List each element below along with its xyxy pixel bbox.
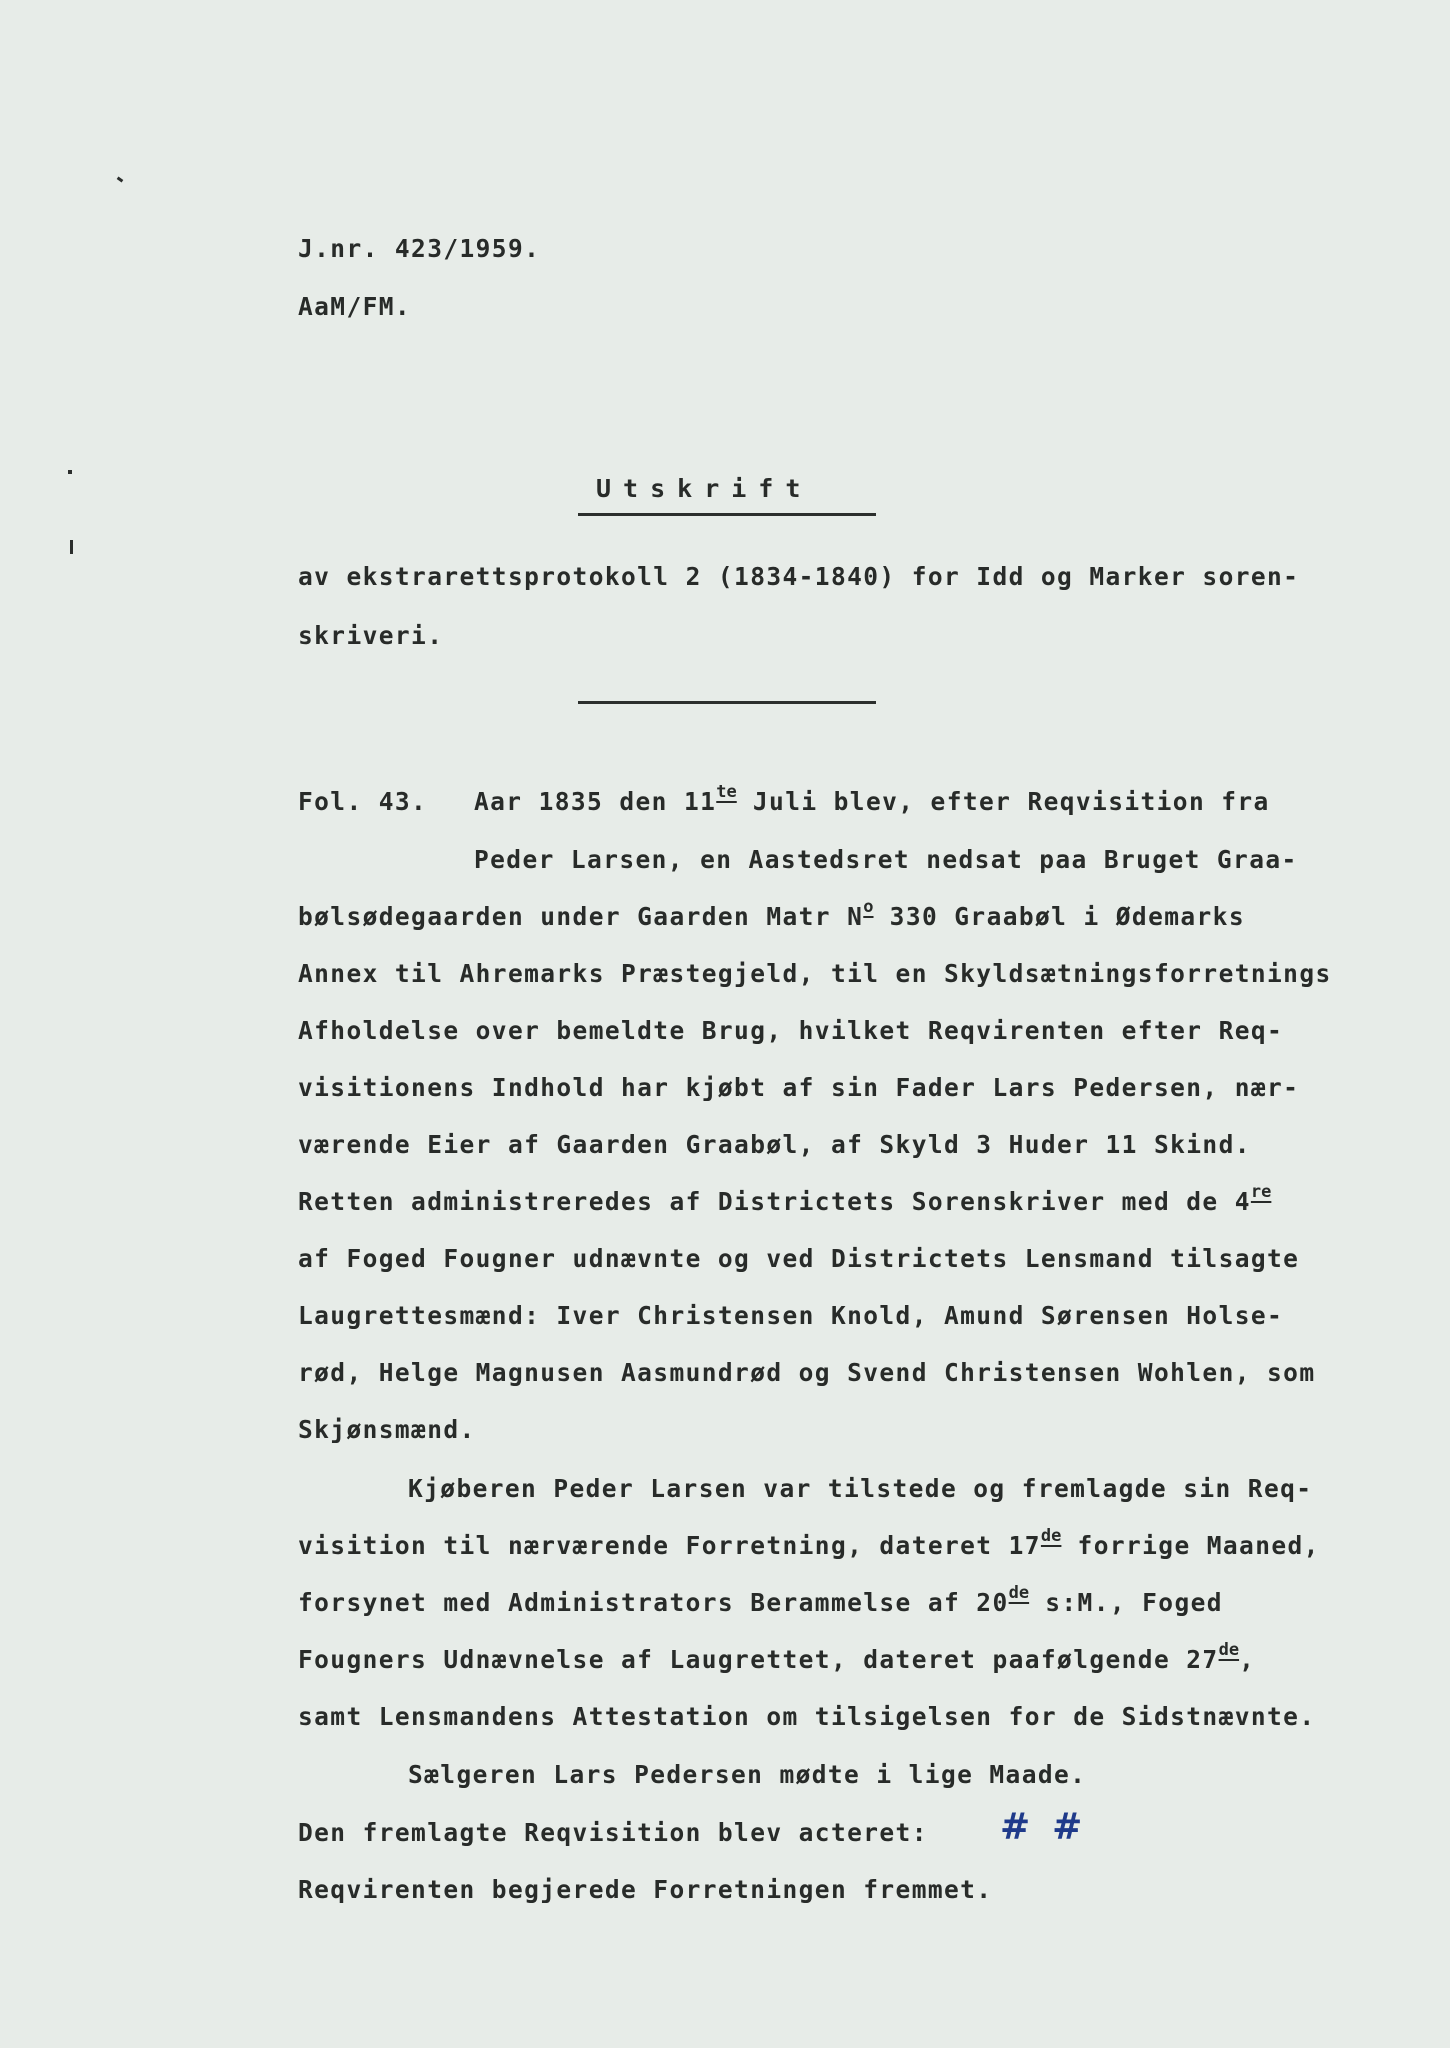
superscript-te: te <box>716 781 737 802</box>
scan-mark-middle <box>68 470 72 474</box>
body-line-7: værende Eier af Gaarden Graabøl, af Skyld 3 Huder 11 Skind. <box>298 1130 1251 1159</box>
superscript-de-3: de <box>1218 1639 1240 1660</box>
paragraph-2-line-4: Fougners Udnævnelse af Laugrettet, dateret paafølgende 27de, <box>298 1639 1256 1674</box>
initials: AaM/FM. <box>298 292 412 321</box>
body-line-3: bølsødegaarden under Gaarden Matr $N^o$ 330 Graabøl i Ødemarks <box>298 896 1245 931</box>
superscript-de-1: de <box>1040 1525 1062 1546</box>
paragraph-2-line-3: forsynet med Administrators Berammelse af 20de s:M., Foged <box>298 1582 1223 1617</box>
body-line-9: af Foged Fougner udnævnte og ved Districtets Lensmand tilsagte <box>298 1244 1300 1273</box>
body-line-8: Retten administreredes af Districtets Sorenskriver med de 4re <box>298 1181 1272 1216</box>
title-underline <box>578 513 876 516</box>
superscript-o: o <box>863 896 874 917</box>
body-line-4: Annex til Ahremarks Præstegjeld, til en Skyldsætningsforretnings <box>298 959 1332 988</box>
superscript-de-2: de <box>1008 1582 1030 1603</box>
body-line-11: rød, Helge Magnusen Aasmundrød og Svend Christensen Wohlen, som <box>298 1358 1316 1387</box>
body-line-12: Skjønsmænd. <box>298 1415 476 1444</box>
scan-mark-lower <box>70 540 73 554</box>
folio-label: Fol. 43. <box>298 787 428 816</box>
paragraph-2-line-5: samt Lensmandens Attestation om tilsigelsen for de Sidstnævnte. <box>298 1702 1316 1731</box>
body-line-6: visitionens Indhold har kjøbt af sin Fader Lars Pedersen, nær- <box>298 1073 1300 1102</box>
handwritten-hash-marks: ## <box>1000 1806 1105 1848</box>
paragraph-3-line-1: Sælgeren Lars Pedersen mødte i lige Maade. <box>408 1760 1087 1789</box>
paragraph-2-line-1: Kjøberen Peder Larsen var tilstede og fremlagde sin Req- <box>408 1474 1313 1503</box>
subtitle-line-2: skriveri. <box>298 621 444 650</box>
body-line-5: Afholdelse over bemeldte Brug, hvilket Reqvirenten efter Req- <box>298 1016 1284 1045</box>
body-line-10: Laugrettesmænd: Iver Christensen Knold, Amund Sørensen Holse- <box>298 1301 1284 1330</box>
document-title: Utskrift <box>596 474 813 503</box>
subtitle-line-1: av ekstrarettsprotokoll 2 (1834-1840) for Idd og Marker soren- <box>298 562 1300 591</box>
paragraph-3-line-2: Den fremlagte Reqvisition blev acteret: <box>298 1818 928 1847</box>
body-line-2: Peder Larsen, en Aastedsret nedsat paa Bruget Graa- <box>474 845 1298 874</box>
superscript-re: re <box>1250 1181 1272 1202</box>
paragraph-2-line-2: visition til nærværende Forretning, dateret 17de forrige Maaned, <box>298 1525 1320 1560</box>
scan-mark-top <box>117 177 124 183</box>
journal-number: J.nr. 423/1959. <box>298 234 541 263</box>
paragraph-3-line-3: Reqvirenten begjerede Forretningen fremmet. <box>298 1875 993 1904</box>
subtitle-divider <box>578 701 876 704</box>
body-line-1: Aar 1835 den $11^{te}$ Juli blev, efter Reqvisition fra <box>474 781 1270 816</box>
